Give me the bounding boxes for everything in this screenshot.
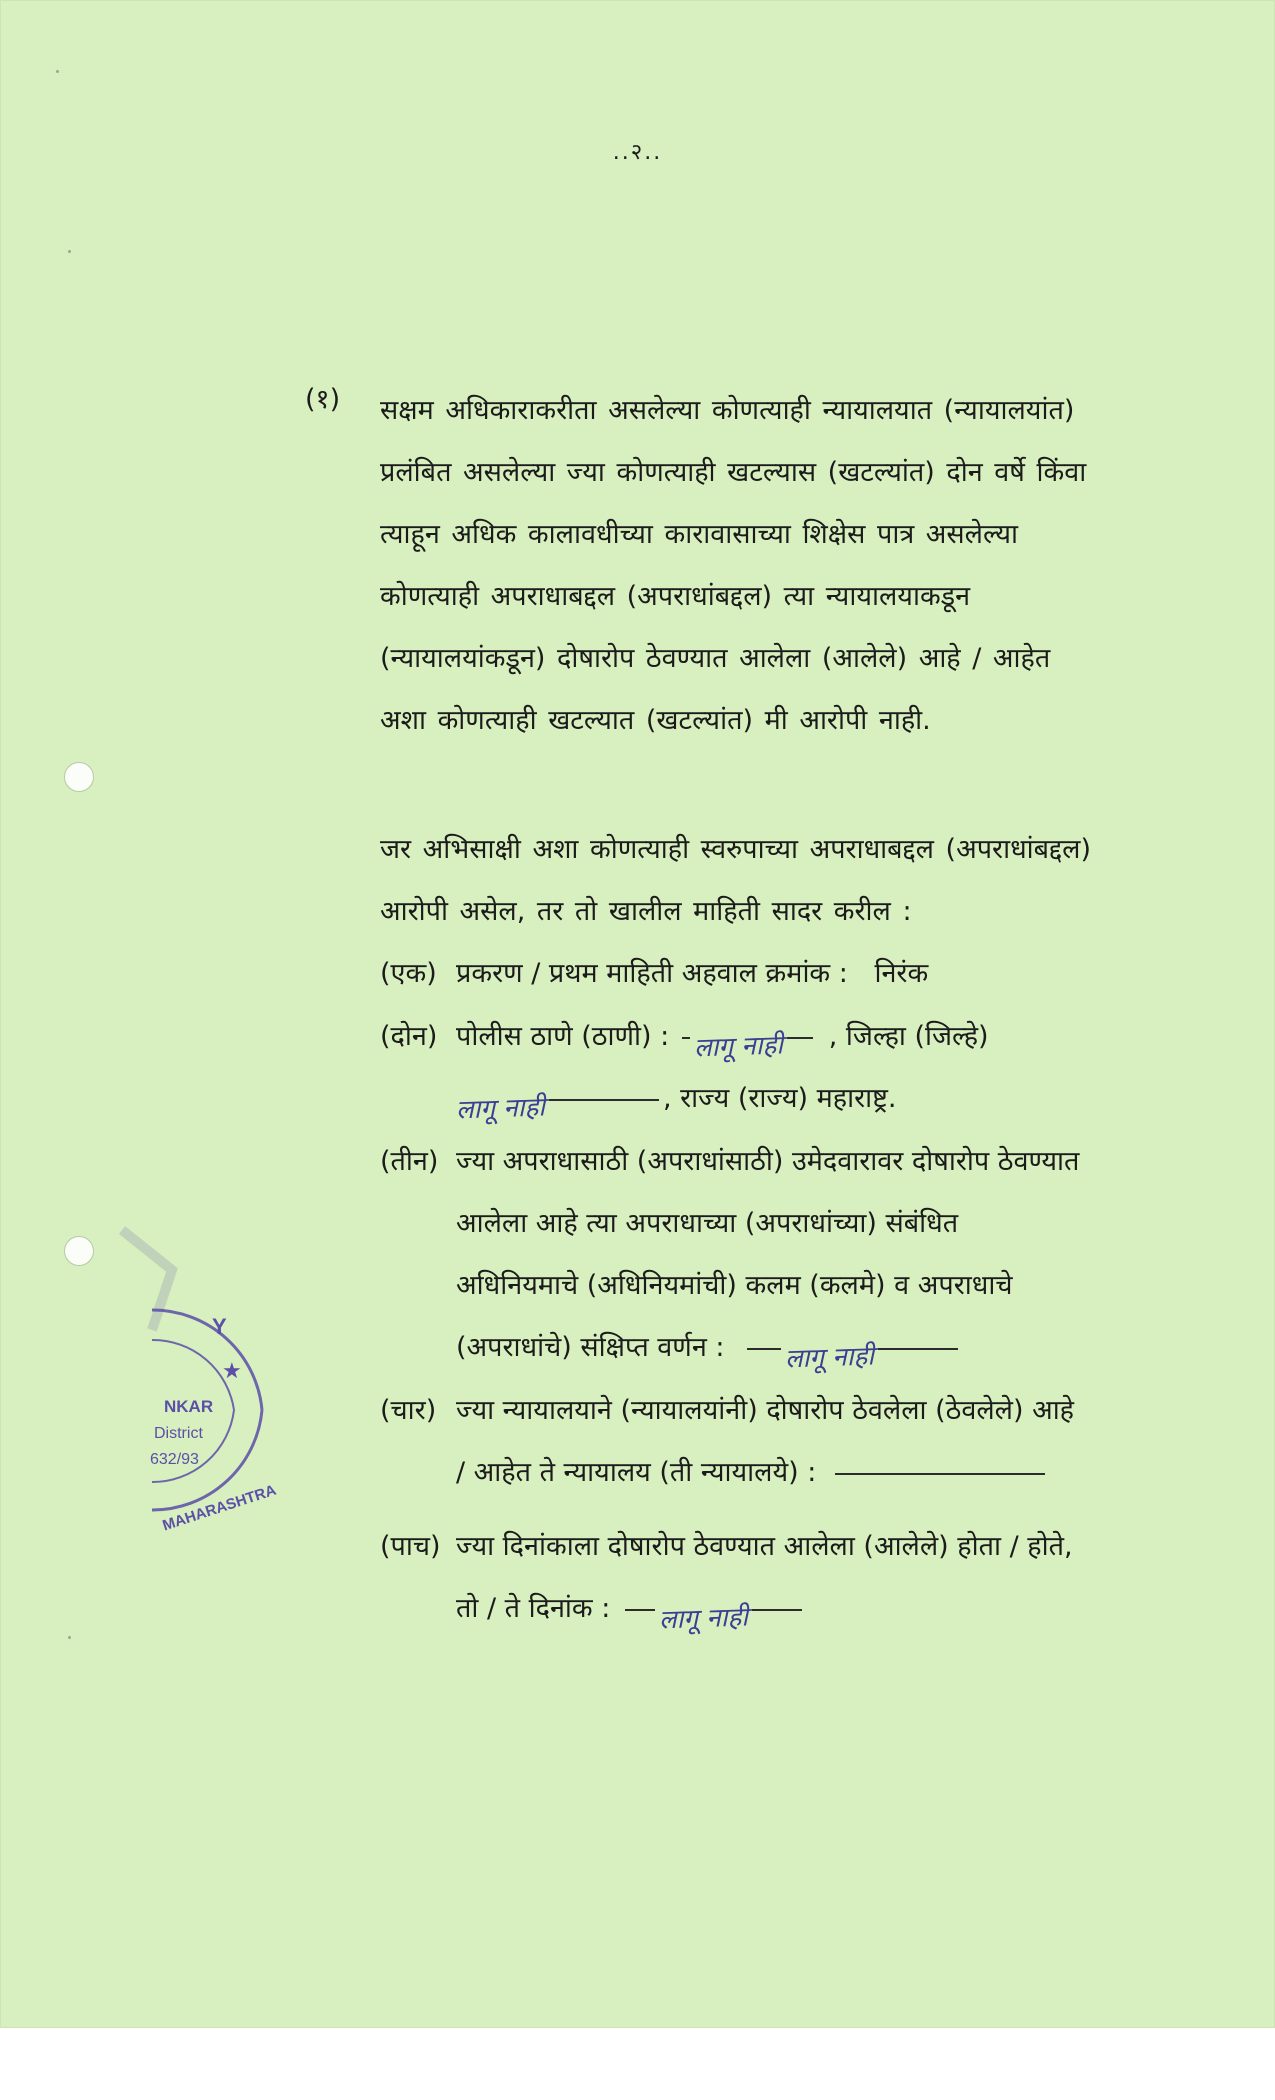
- stamp-text-top: Y: [212, 1314, 227, 1339]
- clause-line: प्रलंबित असलेल्या ज्या कोणत्याही खटल्यास (खटल्यांत) दोन वर्षे किंवा: [380, 457, 1087, 488]
- clause-line: कोणत्याही अपराधाबद्दल (अपराधांबद्दल) त्या न्यायालयाकडून: [380, 581, 971, 612]
- margin-mark: [68, 250, 71, 253]
- punch-hole-top: [64, 762, 94, 792]
- intro-line: जर अभिसाक्षी अशा कोणत्याही स्वरुपाच्या अपराधाबद्दल (अपराधांबद्दल): [380, 834, 1091, 865]
- item-line: ज्या न्यायालयाने (न्यायालयांनी) दोषारोप ठेवलेला (ठेवलेले) आहे: [456, 1395, 1074, 1426]
- handwritten-value: लागू नाही: [658, 1602, 749, 1636]
- handwritten-value: लागू नाही: [693, 1030, 784, 1064]
- blank-line: [787, 1037, 813, 1039]
- blank-line: [747, 1348, 781, 1350]
- clause-line: सक्षम अधिकाराकरीता असलेल्या कोणत्याही न्यायालयात (न्यायालयांत): [380, 395, 1075, 426]
- item-label: (दोन): [380, 1021, 438, 1052]
- item-line: [456, 1006, 1130, 1068]
- punch-hole-bottom: [64, 1236, 94, 1266]
- item-line: [456, 1068, 1130, 1130]
- scan-margin: [0, 2028, 1275, 2100]
- item-line: ज्या दिनांकाला दोषारोप ठेवण्यात आलेला (आलेले) होता / होते,: [456, 1531, 1073, 1562]
- blank-line: [625, 1609, 655, 1611]
- intro-line: आरोपी असेल, तर तो खालील माहिती सादर करील :: [380, 896, 912, 927]
- item-label: (चार): [380, 1395, 437, 1426]
- item-line: ज्या अपराधासाठी (अपराधांसाठी) उमेदवारावर दोषारोप ठेवण्यात: [456, 1146, 1080, 1177]
- clause-line: त्याहून अधिक कालावधीच्या कारावासाच्या शिक्षेस पात्र असलेल्या: [380, 519, 1018, 550]
- item-char: [380, 1380, 1130, 1504]
- blank-line: [549, 1099, 659, 1101]
- item-teen: [380, 1131, 1130, 1379]
- margin-mark: [68, 1636, 71, 1639]
- item-line: अधिनियमाचे (अधिनियमांची) कलम (कलमे) व अपराधाचे: [456, 1270, 1013, 1301]
- item-label: (एक): [380, 958, 437, 989]
- blank-line: [682, 1037, 690, 1039]
- item-line: आलेला आहे त्या अपराधाच्या (अपराधांच्या) संबंधित: [456, 1208, 959, 1239]
- item-line: तो / ते दिनांक : लागू नाही: [456, 1578, 1130, 1640]
- handwritten-value: लागू नाही: [455, 1092, 546, 1126]
- stamp-inner-ring: [152, 1410, 234, 1482]
- star-icon: ★: [222, 1358, 242, 1383]
- intro-paragraph: [380, 819, 1130, 943]
- page-number: ..२..: [612, 140, 663, 165]
- blank-line: [752, 1609, 802, 1611]
- clause-line: (न्यायालयांकडून) दोषारोप ठेवण्यात आलेला (आलेले) आहे / आहेत: [380, 643, 1051, 674]
- item-don: [380, 1006, 1130, 1130]
- handwritten-value: लागू नाही: [784, 1341, 875, 1375]
- police-station-label: पोलीस ठाणे (ठाणी) :: [456, 1021, 670, 1052]
- item-line: / आहेत ते न्यायालय (ती न्यायालये) :: [456, 1442, 1130, 1504]
- rubber-stamp: [112, 1210, 282, 1550]
- margin-mark: [56, 70, 59, 73]
- stamp-text-line: NKAR: [164, 1397, 214, 1416]
- blank-line: [835, 1473, 1045, 1475]
- state-text: , राज्य (राज्य) महाराष्ट्र.: [662, 1083, 897, 1114]
- clause-line: अशा कोणत्याही खटल्यात (खटल्यांत) मी आरोपी नाही.: [380, 705, 931, 736]
- district-label: , जिल्हा (जिल्हे): [828, 1021, 989, 1052]
- stamp-text-arc: MAHARASHTRA: [160, 1481, 279, 1535]
- item-value: निरंक: [874, 958, 929, 989]
- item-pach: [380, 1516, 1130, 1640]
- stamp-text-line: 632/93: [150, 1451, 199, 1468]
- clause-paragraph: [380, 379, 1130, 751]
- item-ek: [380, 943, 1130, 1005]
- item-line: (अपराधांचे) संक्षिप्त वर्णन : लागू नाही: [456, 1317, 1130, 1379]
- clause-number: (१): [305, 384, 341, 415]
- item-label: (तीन): [380, 1146, 439, 1177]
- stamp-text-line: District: [154, 1425, 203, 1442]
- blank-line: [878, 1348, 958, 1350]
- stamp-bleed: [122, 1230, 172, 1330]
- item-label: (पाच): [380, 1531, 441, 1562]
- item-text: प्रकरण / प्रथम माहिती अहवाल क्रमांक :: [456, 958, 848, 989]
